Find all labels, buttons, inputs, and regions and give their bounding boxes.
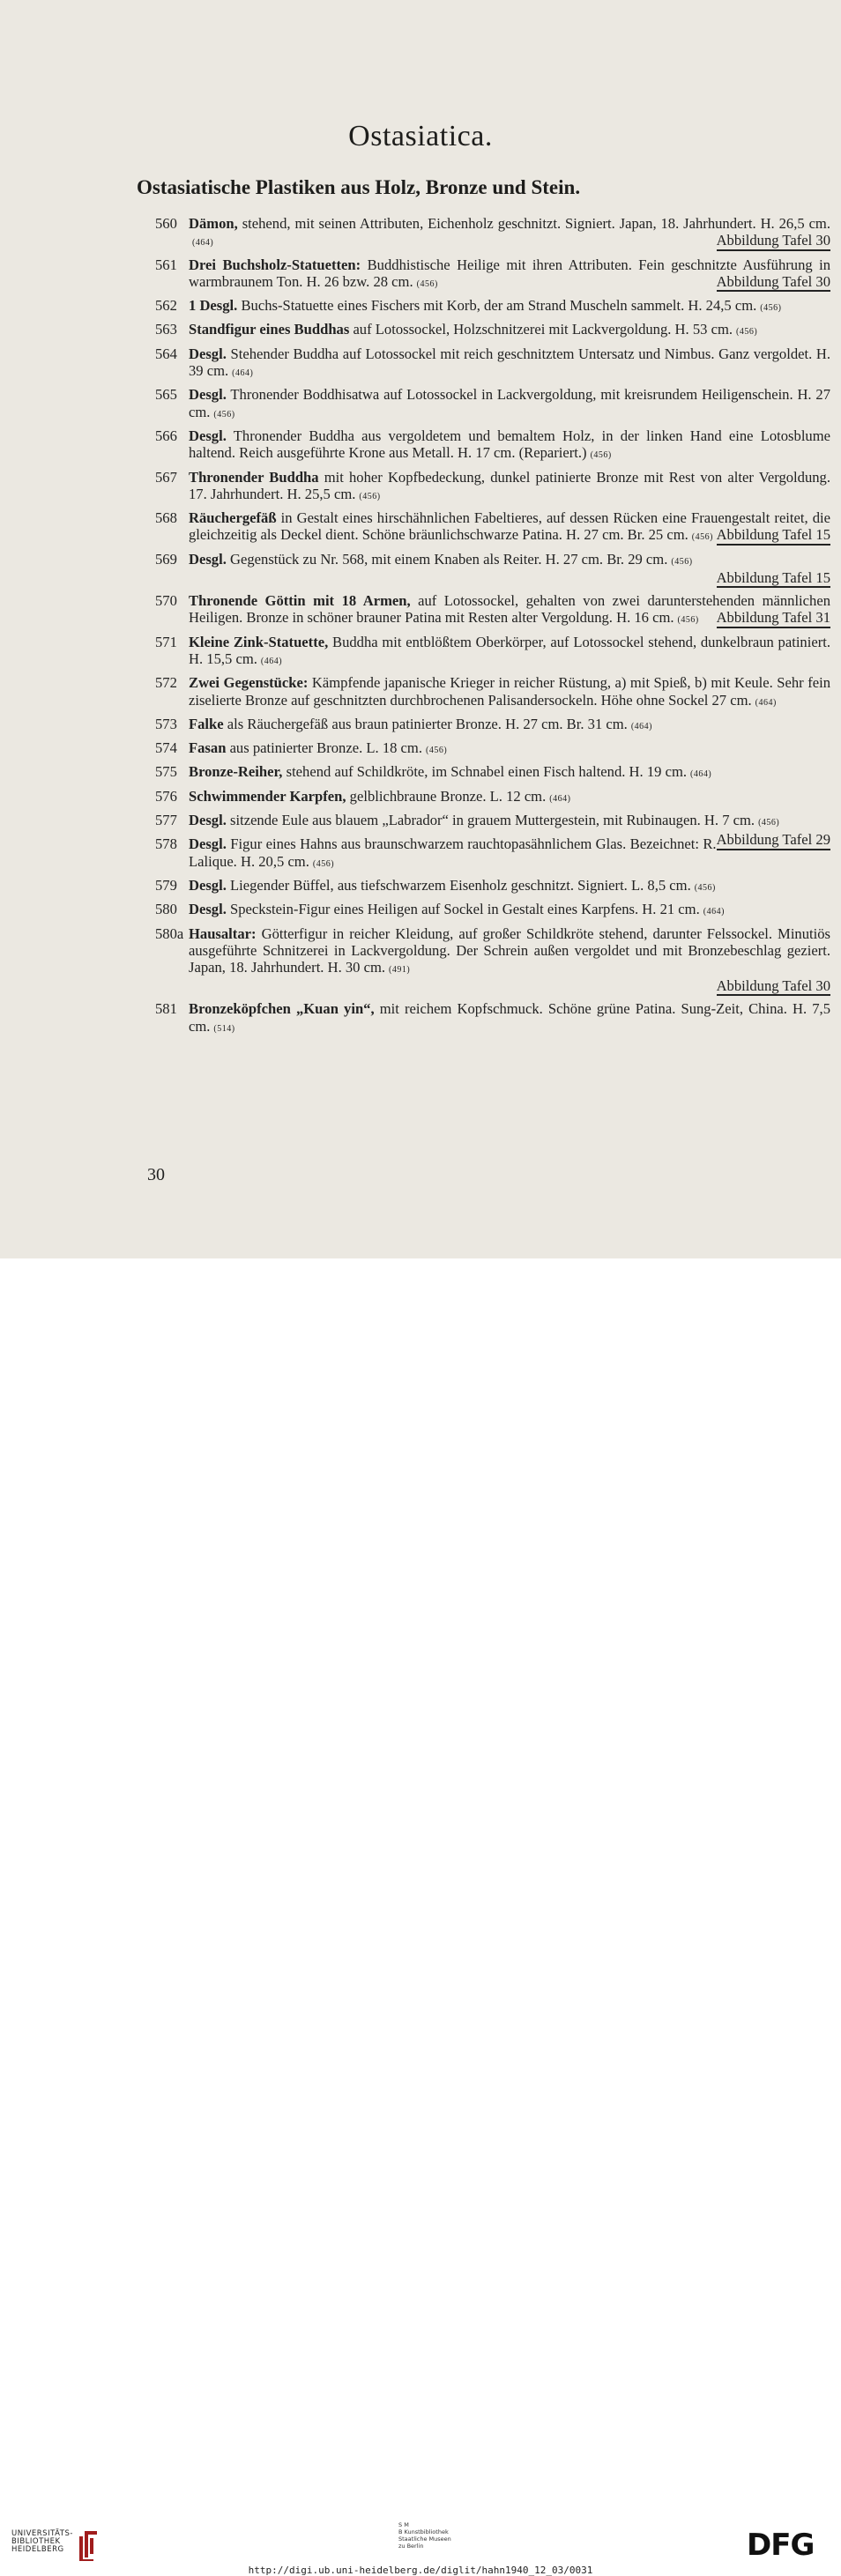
entry-source-ref: (456) xyxy=(359,491,381,501)
entry-source-ref: (456) xyxy=(691,532,713,543)
plate-reference-row xyxy=(155,570,830,588)
entry-description: mit hoher Kopfbedeckung, dunkel patinierte Bronze mit Rest von alter Vergoldung. 17. Jahrhundert. H. 25,5 cm. xyxy=(189,468,830,502)
catalog-entry xyxy=(155,469,830,506)
entry-description: auf Lotossockel, Holzschnitzerei mit Lackvergoldung. H. 53 cm. xyxy=(349,321,733,338)
plate-reference-row xyxy=(155,978,830,996)
entry-number: 578 xyxy=(155,835,177,853)
entry-title: Thronende Göttin mit 18 Armen, xyxy=(189,592,411,610)
catalog-entry xyxy=(155,215,830,252)
entry-source-ref: (456) xyxy=(425,746,448,756)
entry-number: 560 xyxy=(155,215,177,232)
entry-title: Bronzeköpfchen „Kuan yin“, xyxy=(189,1000,375,1018)
entry-source-ref: (464) xyxy=(260,656,283,666)
entry-title: Bronze-Reiher, xyxy=(189,763,283,781)
entry-number: 569 xyxy=(155,550,177,568)
catalog-entry xyxy=(155,739,830,759)
smb-line-3: Staatliche Museen xyxy=(398,2535,451,2543)
catalog-entry xyxy=(155,427,830,464)
entry-title: Hausaltar: xyxy=(189,924,257,942)
entry-title: Desgl. xyxy=(189,876,227,894)
entry-title: Desgl. xyxy=(189,812,227,829)
entry-number: 567 xyxy=(155,468,177,486)
source-url[interactable]: http://digi.ub.uni-heidelberg.de/diglit/hahn1940_12_03/0031 xyxy=(248,2565,593,2576)
entry-description: Kämpfende japanische Krieger in reicher Rüstung, a) mit Spieß, b) mit Keule. Sehr fein ziselierte Bronze auf geschnitzten durchbrochenen Palisandersockeln. Höhe ohne Sockel 27 cm. xyxy=(189,674,830,709)
entry-description: Thronender Boddhisatwa auf Lotossockel in Lackvergoldung, mit kreisrundem Heiligenschein. H. 27 cm. xyxy=(189,386,830,420)
smb-line-4: zu Berlin xyxy=(398,2543,424,2550)
entry-description: Buchs-Statuette eines Fischers mit Korb, der am Strand Muscheln sammelt. H. 24,5 cm. xyxy=(237,297,757,315)
catalog-entry xyxy=(155,256,830,293)
entry-source-ref: (464) xyxy=(232,368,254,379)
entry-description: Buddha mit entblößtem Oberkörper, auf Lotossockel stehend, dunkelbraun patiniert. H. 15,5 cm. xyxy=(189,633,830,667)
catalog-entry xyxy=(155,835,830,872)
entry-title: Desgl. xyxy=(189,345,227,362)
entry-title: Desgl. xyxy=(189,901,227,918)
smb-line-1: S M xyxy=(398,2521,409,2528)
entry-description: Gegenstück zu Nr. 568, mit einem Knaben als Reiter. H. 27 cm. Br. 29 cm. xyxy=(226,550,668,568)
entry-description: mit reichem Kopfschmuck. Schöne grüne Patina. Sung-Zeit, China. H. 7,5 cm. xyxy=(189,1000,830,1035)
entry-number: 579 xyxy=(155,876,177,894)
page-title: Ostasiatica. xyxy=(348,120,493,152)
entry-number: 574 xyxy=(155,739,177,757)
entry-number: 563 xyxy=(155,321,177,338)
catalog-entry xyxy=(155,297,830,316)
entry-title: Desgl. xyxy=(189,386,227,404)
plate-reference: Abbildung Tafel 15 xyxy=(716,569,830,587)
page-number: 30 xyxy=(147,1165,165,1184)
entry-number: 571 xyxy=(155,633,177,650)
entry-number: 565 xyxy=(155,386,177,404)
entry-description: als Räuchergefäß aus braun patinierter Bronze. H. 27 cm. Br. 31 cm. xyxy=(223,715,628,732)
entry-number: 580 xyxy=(155,901,177,918)
entry-description: Thronender Buddha aus vergoldetem und bemaltem Holz, in der linken Hand eine Lotosblume haltend. Reich ausgeführte Krone aus Metall. H. 17 cm. (Repariert.) xyxy=(189,427,830,462)
section-subtitle: Ostasiatische Plastiken aus Holz, Bronze und Stein. xyxy=(137,176,581,198)
entry-title: Räuchergefäß xyxy=(189,509,277,527)
smb-credit xyxy=(398,2521,451,2550)
entry-number: 566 xyxy=(155,427,177,444)
plate-reference: Abbildung Tafel 30 xyxy=(716,977,830,995)
entry-source-ref: (456) xyxy=(590,450,612,461)
entry-title: Dämon, xyxy=(189,215,238,232)
catalog-entry xyxy=(155,674,830,711)
entry-description: Liegender Büffel, aus tiefschwarzem Eisenholz geschnitzt. Signiert. L. 8,5 cm. xyxy=(226,876,691,894)
catalog-entry xyxy=(155,788,830,807)
catalog-entry xyxy=(155,509,830,546)
entry-description: Götterfigur in reicher Kleidung, auf großer Schildkröte stehend, darunter Felssockel. Minutiös ausgeführte Schnitzerei in Lackvergoldung. Der Schrein außen vergoldet und mit Bronzebeschlag geziert. Japan, 18. Jahrhundert. H. 30 cm. xyxy=(189,924,830,976)
entry-description: Speckstein-Figur eines Heiligen auf Sockel in Gestalt eines Karpfens. H. 21 cm. xyxy=(226,901,700,918)
entry-number: 572 xyxy=(155,674,177,692)
catalog-entry xyxy=(155,925,830,979)
catalog-entry xyxy=(155,716,830,735)
entry-description: Figur eines Hahns aus braunschwarzem rauchtopasähnlichem Glas. Bezeichnet: R. Lalique. H. 20,5 cm. xyxy=(189,835,717,870)
plate-reference: Abbildung Tafel 31 xyxy=(717,609,830,627)
entry-title: 1 Desgl. xyxy=(189,297,238,315)
entry-description: aus patinierter Bronze. L. 18 cm. xyxy=(226,739,422,757)
entry-source-ref: (456) xyxy=(213,409,235,419)
entry-source-ref: (491) xyxy=(389,965,411,976)
footer xyxy=(0,1258,841,2576)
entry-source-ref: (456) xyxy=(760,303,782,314)
plate-reference: Abbildung Tafel 30 xyxy=(717,232,830,250)
catalog-entry xyxy=(155,345,830,382)
entry-description: auf Lotossockel, gehalten von zwei darunterstehenden männlichen Heiligen. Bronze in schöner brauner Patina mit Resten alter Vergoldung. H. 16 cm. xyxy=(189,592,830,627)
entry-source-ref: (456) xyxy=(736,327,758,338)
catalog-entry xyxy=(155,901,830,920)
entry-title: Desgl. xyxy=(189,835,227,853)
entry-number: 576 xyxy=(155,787,177,805)
entry-title: Zwei Gegenstücke: xyxy=(189,674,309,692)
entry-source-ref: (456) xyxy=(677,615,699,626)
entry-source-ref: (456) xyxy=(671,556,693,567)
entry-source-ref: (456) xyxy=(694,882,716,893)
entry-number: 573 xyxy=(155,715,177,732)
entry-source-ref: (456) xyxy=(312,858,335,869)
catalog-entry xyxy=(155,877,830,896)
entry-source-ref: (464) xyxy=(755,697,777,708)
entry-title: Drei Buchsholz-Statuetten: xyxy=(189,256,361,273)
library-line-2: BIBLIOTHEK xyxy=(11,2537,61,2546)
library-name xyxy=(11,2530,73,2554)
entry-number: 570 xyxy=(155,592,177,610)
catalog-entries xyxy=(155,215,830,1042)
entry-number: 568 xyxy=(155,509,177,527)
plate-reference: Abbildung Tafel 29 xyxy=(717,831,830,850)
catalog-page xyxy=(0,0,841,1258)
library-line-3: HEIDELBERG xyxy=(11,2545,64,2554)
entry-title: Desgl. xyxy=(189,427,227,444)
catalog-entry xyxy=(155,634,830,671)
catalog-entry xyxy=(155,763,830,783)
entry-description: gelblichbraune Bronze. L. 12 cm. xyxy=(346,787,547,805)
entry-title: Fasan xyxy=(189,739,227,757)
catalog-entry xyxy=(155,321,830,340)
entry-number: 575 xyxy=(155,763,177,781)
entry-title: Desgl. xyxy=(189,550,227,568)
entry-description: sitzende Eule aus blauem „Labrador“ in grauem Muttergestein, mit Rubinaugen. H. 7 cm. xyxy=(226,812,755,829)
catalog-entry xyxy=(155,551,830,570)
entry-source-ref: (464) xyxy=(549,793,571,804)
entry-source-ref: (514) xyxy=(213,1023,235,1034)
entry-description: stehend, mit seinen Attributen, Eichenholz geschnitzt. Signiert. Japan, 18. Jahrhundert. H. 26,5 cm. xyxy=(237,215,830,232)
entry-number: 562 xyxy=(155,297,177,315)
plate-reference: Abbildung Tafel 15 xyxy=(717,526,830,545)
entry-number: 577 xyxy=(155,812,177,829)
entry-description: Buddhistische Heilige mit ihren Attributen. Fein geschnitzte Ausführung in warmbraunem Ton. H. 26 bzw. 28 cm. xyxy=(189,256,831,290)
entry-title: Standfigur eines Buddhas xyxy=(189,321,350,338)
entry-title: Schwimmender Karpfen, xyxy=(189,787,346,805)
entry-number: 564 xyxy=(155,345,177,362)
smb-line-2: B Kunstbibliothek xyxy=(398,2528,449,2535)
entry-source-ref: (464) xyxy=(703,907,725,917)
entry-description: Stehender Buddha auf Lotossockel mit reich geschnitztem Untersatz und Nimbus. Ganz vergoldet. H. 39 cm. xyxy=(189,345,830,380)
entry-source-ref: (464) xyxy=(630,721,652,731)
entry-number: 561 xyxy=(155,256,177,273)
catalog-entry xyxy=(155,592,830,629)
dfg-logo: DFG xyxy=(747,2528,815,2563)
catalog-entry xyxy=(155,1000,830,1037)
entry-source-ref: (464) xyxy=(192,238,214,249)
plate-reference: Abbildung Tafel 30 xyxy=(717,273,830,292)
entry-description: in Gestalt eines hirschähnlichen Fabeltieres, auf dessen Rücken eine Frauengestalt reitet, die gleichzeitig als Deckel dient. Schöne bräunlichschwarze Patina. H. 27 cm. Br. 25 cm. xyxy=(189,509,830,544)
entry-title: Falke xyxy=(189,715,224,732)
entry-source-ref: (464) xyxy=(690,769,712,780)
entry-number: 581 xyxy=(155,1000,177,1018)
entry-source-ref: (456) xyxy=(758,818,780,828)
entry-title: Thronender Buddha xyxy=(189,468,319,486)
entry-number: 580a xyxy=(155,924,184,942)
library-logo-icon xyxy=(76,2528,100,2561)
entry-title: Kleine Zink-Statuette, xyxy=(189,633,329,650)
catalog-entry xyxy=(155,386,830,423)
entry-source-ref: (456) xyxy=(416,278,438,289)
library-line-1: UNIVERSITÄTS- xyxy=(11,2529,73,2538)
entry-description: stehend auf Schildkröte, im Schnabel einen Fisch haltend. H. 19 cm. xyxy=(282,763,688,781)
